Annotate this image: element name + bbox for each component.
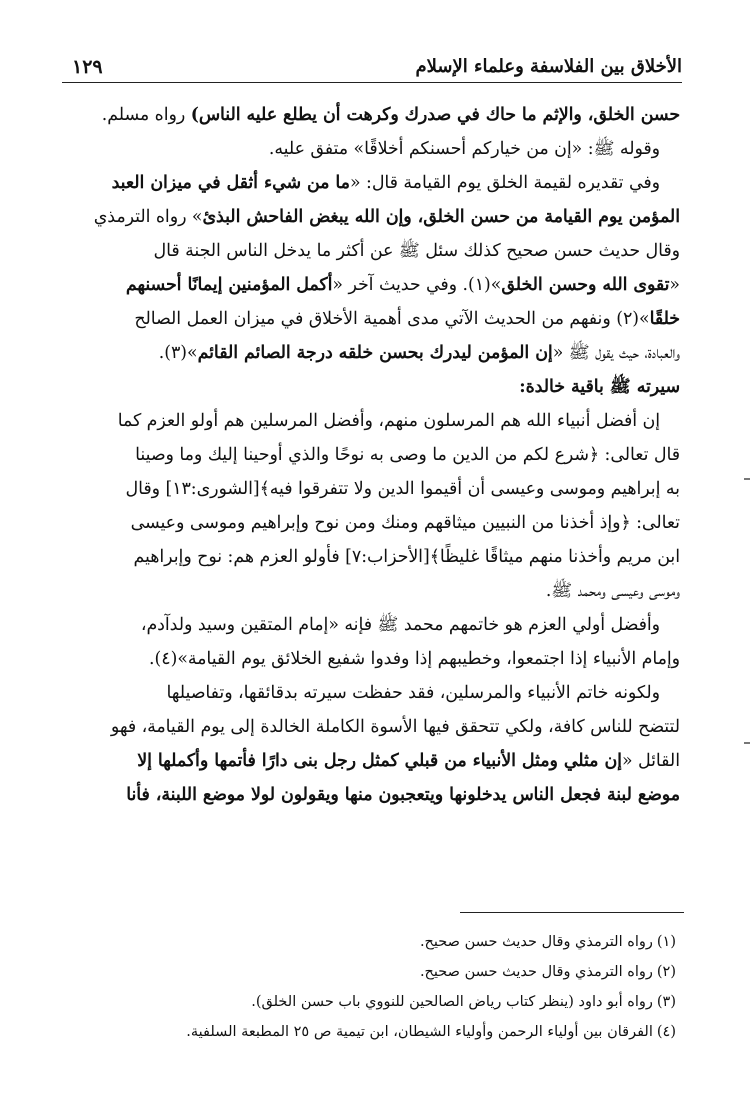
footnote-divider — [460, 912, 684, 913]
line-text: وقال حديث حسن صحيح كذلك سئل ﷺ عن أكثر ما يدخل الناس الجنة قال — [153, 241, 680, 261]
main-text — [66, 98, 680, 812]
hadith-text: حسن الخلق، والإثم ما حاك في صدرك وكرهت أن يطلع عليه الناس) — [190, 105, 680, 125]
hadith-text: موضع لبنة فجعل الناس يدخلونها ويتعجبون منها ويقولون لولا موضع اللبنة، فأنا — [126, 785, 680, 805]
footnote-number: (٤) — [656, 1024, 676, 1040]
text-line — [66, 336, 680, 370]
footnote-text: الفرقان بين أولياء الرحمن وأولياء الشيطان، ابن تيمية ص ٢٥ المطبعة السلفية. — [186, 1024, 653, 1040]
running-title: الأخلاق بين الفلاسفة وعلماء الإسلام — [415, 56, 682, 77]
text-line — [66, 98, 680, 132]
section-heading: سيرته ﷺ باقية خالدة: — [519, 377, 680, 397]
text-line — [66, 744, 680, 778]
page-number: ١٢٩ — [72, 56, 103, 78]
line-text: والعبادة، حيث يقول ﷺ « — [552, 343, 680, 363]
line-text: « — [669, 275, 680, 295]
line-text: ابن مريم وأخذنا منهم ميثاقًا غليظًا﴾[الأحزاب:٧] فأولو العزم هم: نوح وإبراهيم — [133, 547, 680, 567]
footnote — [66, 927, 680, 957]
line-text: وموسى وعيسى ومحمد ﷺ. — [545, 581, 680, 601]
line-text: »(٣). — [158, 343, 198, 363]
text-line — [66, 438, 680, 472]
text-line — [66, 506, 680, 540]
line-text: ولكونه خاتم الأنبياء والمرسلين، فقد حفظت سيرته بدقائقها، وتفاصيلها — [166, 683, 660, 703]
text-line — [66, 472, 680, 506]
text-line — [66, 574, 680, 608]
line-text: رواه مسلم. — [101, 105, 191, 125]
hadith-text: تقوى الله وحسن الخلق — [501, 275, 670, 295]
scan-edge-mark — [744, 742, 750, 744]
text-line — [66, 234, 680, 268]
text-line — [66, 608, 680, 642]
line-text: وإمام الأنبياء إذا اجتمعوا، وخطيبهم إذا وفدوا شفيع الخلائق يوم القيامة»(٤). — [149, 649, 680, 669]
text-line — [66, 268, 680, 302]
page-header — [62, 52, 682, 83]
footnote-number: (٣) — [656, 994, 676, 1010]
footnote — [66, 1017, 680, 1047]
footnote — [66, 987, 680, 1017]
text-line — [66, 302, 680, 336]
line-text: »(١). وفي حديث آخر « — [332, 275, 502, 295]
text-line — [66, 404, 680, 438]
line-text: » رواه الترمذي — [93, 207, 203, 227]
text-line — [66, 540, 680, 574]
text-line — [66, 132, 680, 166]
line-text: تعالى: ﴿وإذ أخذنا من النبيين ميثاقهم ومنك ومن نوح وإبراهيم وموسى وعيسى — [130, 513, 680, 533]
hadith-text: إن المؤمن ليدرك بحسن خلقه درجة الصائم القائم — [197, 343, 553, 363]
footnotes — [66, 927, 680, 1047]
footnote-text: رواه الترمذي وقال حديث حسن صحيح. — [419, 964, 653, 980]
line-text: قال تعالى: ﴿شرع لكم من الدين ما وصى به نوحًا والذي أوحينا إليك وما وصينا — [135, 445, 680, 465]
line-text: به إبراهيم وموسى وعيسى أن أقيموا الدين ولا تتفرقوا فيه﴾[الشورى:١٣] وقال — [125, 479, 680, 499]
line-text: وقوله ﷺ: «إن من خياركم أحسنكم أخلاقًا» متفق عليه. — [268, 139, 660, 159]
hadith-text: إن مثلي ومثل الأنبياء من قبلي كمثل رجل بنى دارًا فأتمها وأكملها إلا — [137, 751, 622, 771]
line-text: إن أفضل أنبياء الله هم المرسلون منهم، وأفضل المرسلين هم أولو العزم كما — [117, 411, 660, 431]
text-line — [66, 642, 680, 676]
hadith-text: خلقًا — [649, 309, 680, 329]
line-text: وفي تقديره لقيمة الخلق يوم القيامة قال: « — [349, 173, 660, 193]
line-text: القائل « — [621, 751, 680, 771]
line-text: وأفضل أولي العزم هو خاتمهم محمد ﷺ فإنه «إمام المتقين وسيد ولدآدم، — [140, 615, 660, 635]
line-text: لتتضح للناس كافة، ولكي تتحقق فيها الأسوة الكاملة الخالدة إلى يوم القيامة، فهو — [110, 717, 680, 737]
text-line — [66, 200, 680, 234]
text-line — [66, 710, 680, 744]
hadith-text: المؤمن يوم القيامة من حسن الخلق، وإن الله يبغض الفاحش البذئ — [202, 207, 680, 227]
hadith-text: أكمل المؤمنين إيمانًا أحسنهم — [125, 275, 333, 295]
text-line — [66, 166, 680, 200]
footnote-text: رواه أبو داود (ينظر كتاب رياض الصالحين للنووي باب حسن الخلق). — [251, 994, 653, 1010]
text-line — [66, 778, 680, 812]
hadith-text: ما من شيء أثقل في ميزان العبد — [111, 173, 350, 193]
footnote — [66, 957, 680, 987]
footnote-text: رواه الترمذي وقال حديث حسن صحيح. — [419, 934, 653, 950]
scan-edge-mark — [744, 478, 750, 480]
text-line — [66, 676, 680, 710]
line-text: »(٢) ونفهم من الحديث الآتي مدى أهمية الأخلاق في ميزان العمل الصالح — [134, 309, 650, 329]
footnote-number: (٢) — [656, 964, 676, 980]
footnote-number: (١) — [656, 934, 676, 950]
